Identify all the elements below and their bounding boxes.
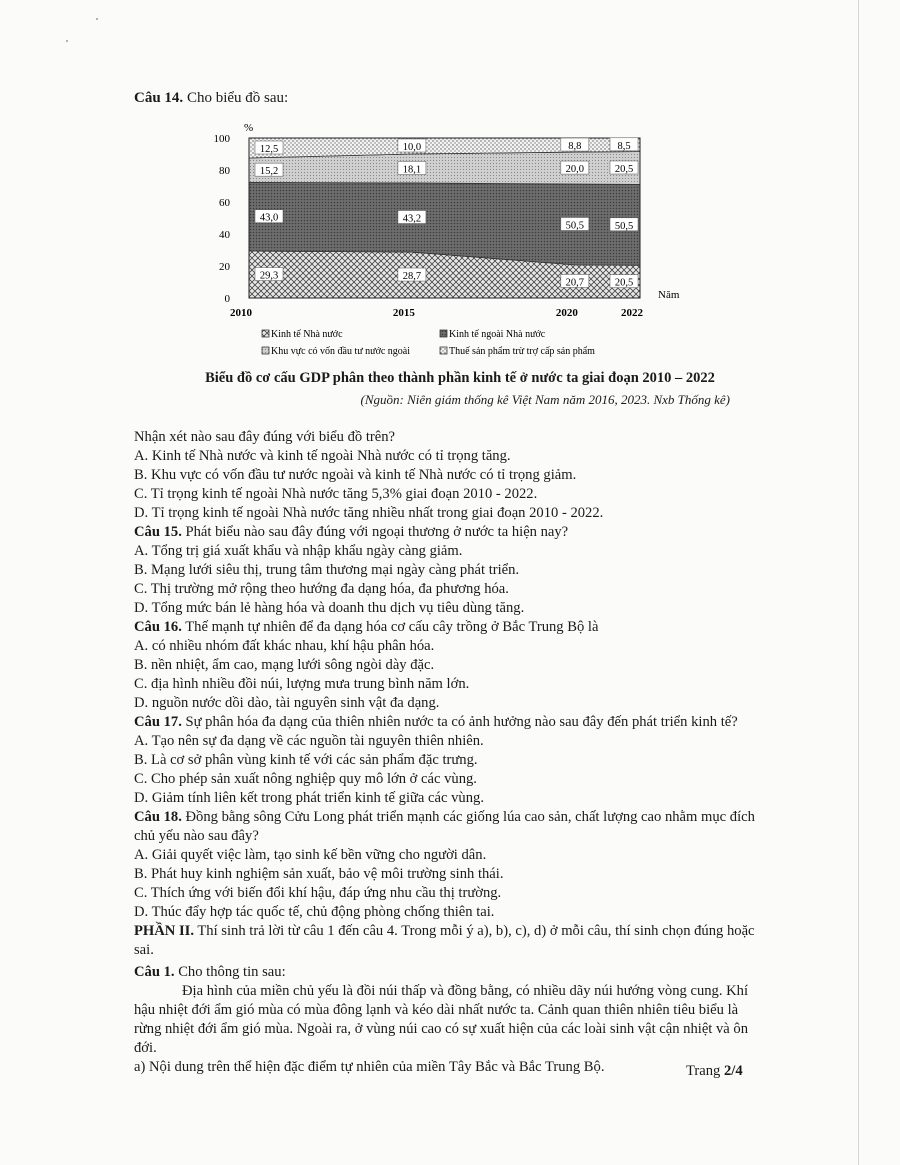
text-line (134, 789, 764, 808)
line-text: A. Tổng trị giá xuất khẩu và nhập khẩu ngày càng giảm. (134, 543, 463, 559)
x-tick-label: 2020 (555, 307, 578, 319)
y-tick-label: 0 (224, 293, 230, 305)
question-label: Câu 15. (134, 524, 182, 540)
text-line (134, 732, 764, 751)
data-label: 20,5 (614, 277, 634, 289)
question-text: Cho biểu đồ sau: (186, 90, 289, 106)
text-line (134, 656, 764, 675)
line-text: B. Là cơ sở phân vùng kinh tế với các sản phẩm đặc trưng. (134, 752, 478, 768)
data-label: 20,7 (565, 277, 585, 289)
legend-swatch (262, 330, 269, 337)
question-label: Câu 14. (134, 90, 184, 106)
question-label: Câu 16. (134, 619, 182, 635)
y-tick-label: 20 (219, 261, 230, 273)
question-heading (134, 618, 764, 637)
line-text: Sự phân hóa đa dạng của thiên nhiên nước ta có ảnh hưởng nào sau đây đến phát triển kinh tế? (181, 714, 738, 730)
line-text: B. Khu vực có vốn đầu tư nước ngoài và kinh tế Nhà nước có tỉ trọng giảm. (134, 467, 577, 483)
text-line (134, 846, 764, 865)
y-tick-label: 80 (219, 165, 230, 177)
chart-title: Biểu đồ cơ cấu GDP phân theo thành phần kinh tế ở nước ta giai đoạn 2010 – 2022 (205, 370, 715, 386)
line-text: Địa hình của miền chủ yếu là đồi núi thấp và đồng bằng, có nhiều dãy núi hướng vòng cung. Khí hậu nhiệt đới ẩm gió mùa có mùa đông lạnh và kéo dài nhất nước ta. Cảnh quan thiên nhiên tiêu biểu là rừng nhiệt đới ẩm gió mùa. Ngoài ra, ở vùng núi cao có sự xuất hiện của các loài sinh vật cận nhiệt và ôn đới. (134, 983, 749, 1056)
line-text: D. Giảm tính liên kết trong phát triển kinh tế giữa các vùng. (134, 790, 484, 806)
data-label: 15,2 (259, 166, 279, 178)
question-heading (134, 808, 764, 846)
line-text: D. Tổng mức bán lẻ hàng hóa và doanh thu dịch vụ tiêu dùng tăng. (134, 600, 525, 616)
line-text: A. có nhiều nhóm đất khác nhau, khí hậu phân hóa. (134, 638, 435, 654)
question-label: Câu 1. (134, 964, 175, 980)
text-line (134, 599, 764, 618)
data-label: 28,7 (402, 271, 422, 283)
text-line (134, 504, 764, 523)
data-label: 20,5 (614, 164, 634, 175)
data-label: 50,5 (565, 220, 585, 232)
data-label: 43,0 (259, 212, 279, 224)
data-label: 20,0 (565, 164, 585, 176)
text-line (134, 542, 764, 561)
line-text: Thế mạnh tự nhiên để đa dạng hóa cơ cấu cây trồng ở Bắc Trung Bộ là (181, 619, 599, 635)
text-line (134, 884, 764, 903)
legend-label: Kinh tế ngoài Nhà nước (449, 329, 546, 340)
data-label: 29,3 (259, 270, 279, 282)
data-label: 10,0 (402, 142, 422, 153)
line-text: C. địa hình nhiều đồi núi, lượng mưa trung bình năm lớn. (134, 676, 470, 692)
text-line (134, 485, 764, 504)
legend-label: Thuế sản phẩm trừ trợ cấp sản phẩm (449, 346, 595, 357)
text-line (134, 561, 764, 580)
line-text: C. Tỉ trọng kinh tế ngoài Nhà nước tăng 5,3% giai đoạn 2010 - 2022. (134, 486, 538, 502)
text-line (134, 1058, 764, 1077)
data-label: 8,5 (617, 140, 631, 152)
text-line (134, 694, 764, 713)
question-list (134, 425, 764, 1077)
data-label: 43,2 (402, 213, 422, 225)
text-line (134, 580, 764, 599)
line-text: D. Tỉ trọng kinh tế ngoài Nhà nước tăng nhiều nhất trong giai đoạn 2010 - 2022. (134, 505, 604, 521)
line-text: C. Thích ứng với biến đổi khí hậu, đáp ứng nhu cầu thị trường. (134, 885, 502, 901)
line-text: Cho thông tin sau: (174, 964, 286, 980)
text-line (134, 428, 764, 447)
legend-label: Kinh tế Nhà nước (271, 329, 343, 340)
text-line (134, 770, 764, 789)
line-text: B. Mạng lưới siêu thị, trung tâm thương mại ngày càng phát triển. (134, 562, 520, 578)
text-line (134, 447, 764, 466)
line-text: D. nguồn nước dồi dào, tài nguyên sinh vật đa dạng. (134, 695, 440, 711)
data-label: 12,5 (259, 144, 279, 155)
line-text: Nhận xét nào sau đây đúng với biểu đồ trên? (134, 429, 396, 445)
page-footer (686, 1063, 743, 1080)
question-heading (134, 922, 764, 960)
y-tick-label: 60 (219, 197, 230, 209)
text-line (134, 903, 764, 922)
line-text: Phát biểu nào sau đây đúng với ngoại thương ở nước ta hiện nay? (181, 524, 569, 540)
line-text: D. Thúc đẩy hợp tác quốc tế, chủ động phòng chống thiên tai. (134, 904, 495, 920)
text-line (134, 982, 764, 1058)
legend-swatch (440, 330, 447, 337)
legend-label: Khu vực có vốn đầu tư nước ngoài (271, 346, 411, 357)
text-line (134, 675, 764, 694)
text-line (134, 637, 764, 656)
line-text: A. Tạo nên sự đa dạng về các nguồn tài nguyên thiên nhiên. (134, 733, 484, 749)
line-text: C. Thị trường mở rộng theo hướng đa dạng hóa, đa phương hóa. (134, 581, 509, 597)
gdp-structure-chart (0, 0, 900, 370)
legend-swatch (440, 347, 447, 354)
text-line (134, 865, 764, 884)
legend-swatch (262, 347, 269, 354)
text-line (134, 466, 764, 485)
line-text: B. Phát huy kinh nghiệm sản xuất, bảo vệ môi trường sinh thái. (134, 866, 504, 882)
question-heading (134, 713, 764, 732)
chart-source: (Nguồn: Niên giám thống kê Việt Nam năm 2016, 2023. Nxb Thống kê) (360, 392, 730, 407)
x-tick-label: 2010 (230, 307, 252, 319)
line-text: Đồng bằng sông Cửu Long phát triển mạnh các giống lúa cao sản, chất lượng cao nhằm mục đích chủ yếu nào sau đây? (134, 809, 755, 844)
line-text: B. nền nhiệt, ẩm cao, mạng lưới sông ngòi dày đặc. (134, 657, 435, 673)
data-label: 8,8 (568, 141, 582, 153)
page-footer-label: Trang (686, 1063, 724, 1079)
question-label: PHẦN II. (134, 923, 194, 939)
question-heading (134, 963, 764, 982)
line-text: A. Kinh tế Nhà nước và kinh tế ngoài Nhà nước có tỉ trọng tăng. (134, 448, 511, 464)
data-label: 50,5 (614, 220, 634, 232)
question-label: Câu 17. (134, 714, 182, 730)
y-unit-label: % (244, 122, 254, 134)
y-tick-label: 100 (213, 133, 230, 145)
question-label: Câu 18. (134, 809, 182, 825)
line-text: C. Cho phép sản xuất nông nghiệp quy mô lớn ở các vùng. (134, 771, 477, 787)
x-tick-label: 2022 (621, 307, 643, 319)
x-tick-label: 2015 (392, 307, 415, 319)
line-text: A. Giải quyết việc làm, tạo sinh kế bền vững cho người dân. (134, 847, 487, 863)
x-unit-label: Năm (658, 289, 680, 301)
line-text: a) Nội dung trên thể hiện đặc điểm tự nhiên của miền Tây Bắc và Bắc Trung Bộ. (134, 1059, 605, 1075)
question-heading (134, 523, 764, 542)
y-tick-label: 40 (219, 229, 230, 241)
data-label: 18,1 (402, 164, 422, 176)
line-text: Thí sinh trả lời từ câu 1 đến câu 4. Trong mỗi ý a), b), c), d) ở mỗi câu, thí sinh chọn đúng hoặc sai. (134, 923, 755, 958)
text-line (134, 751, 764, 770)
page-number: 2/4 (723, 1063, 743, 1079)
